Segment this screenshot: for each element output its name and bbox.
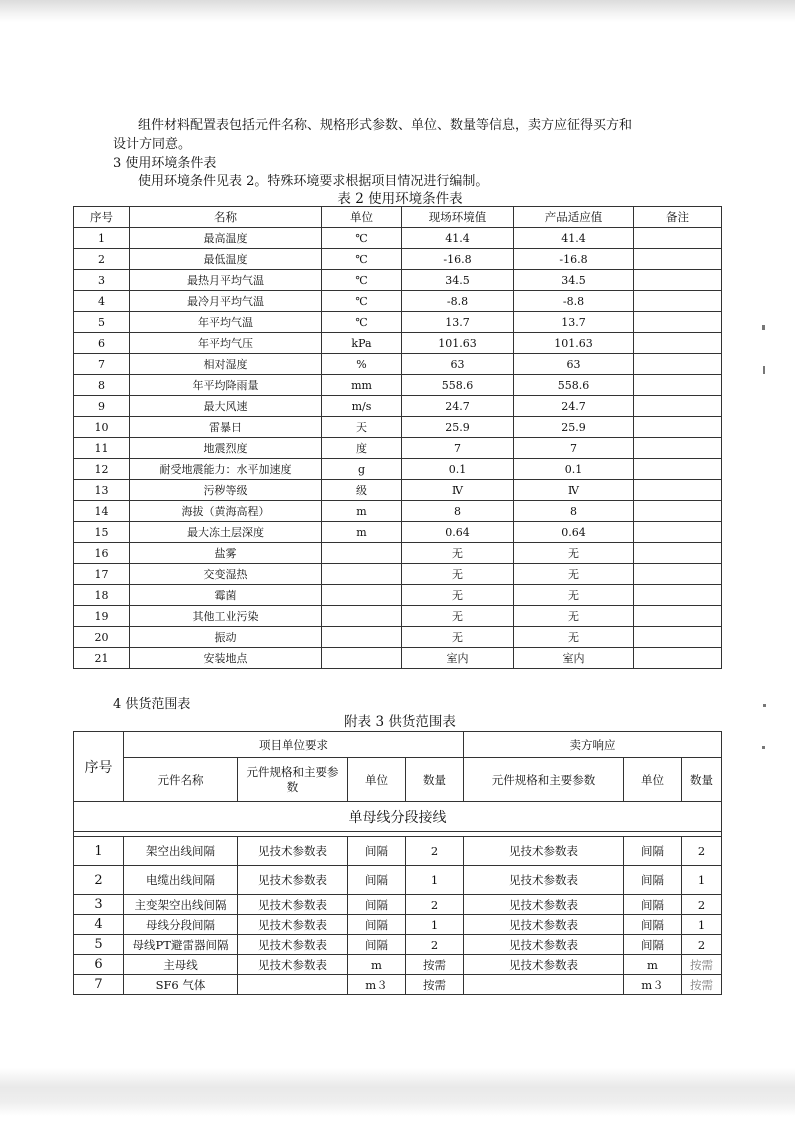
header-seller-response: 卖方响应 <box>464 732 722 758</box>
table-row <box>74 438 722 459</box>
cell-unit: m３ <box>348 975 406 995</box>
cell-seq: 10 <box>74 417 130 438</box>
section-title: 单母线分段接线 <box>74 802 722 832</box>
cell-remark <box>634 354 722 375</box>
cell-product-value: 41.4 <box>514 228 634 249</box>
header-product-value: 产品适应值 <box>514 207 634 228</box>
cell-unit: ℃ <box>322 249 402 270</box>
cell-seq: 4 <box>74 291 130 312</box>
cell-seller-spec-params: 见技术参数表 <box>464 895 624 915</box>
cell-name: 最冷月平均气温 <box>130 291 322 312</box>
table-2-caption: 表 2 使用环境条件表 <box>337 191 463 207</box>
cell-unit: m <box>322 501 402 522</box>
cell-spec-params: 见技术参数表 <box>238 935 348 955</box>
cell-unit <box>322 585 402 606</box>
cell-spec-params: 见技术参数表 <box>238 866 348 895</box>
cell-seller-quantity: 2 <box>682 837 722 866</box>
cell-remark <box>634 459 722 480</box>
cell-name: 振动 <box>130 627 322 648</box>
cell-seq: 12 <box>74 459 130 480</box>
cell-component-name: 主母线 <box>124 955 238 975</box>
cell-site-value: 41.4 <box>402 228 514 249</box>
cell-name: 其他工业污染 <box>130 606 322 627</box>
cell-remark <box>634 291 722 312</box>
cell-unit: kPa <box>322 333 402 354</box>
cell-name: 最热月平均气温 <box>130 270 322 291</box>
cell-seq: 20 <box>74 627 130 648</box>
table-row <box>74 228 722 249</box>
cell-unit: g <box>322 459 402 480</box>
table-row <box>74 935 722 955</box>
cell-component-name: 母线分段间隔 <box>124 915 238 935</box>
table-row <box>74 648 722 669</box>
cell-remark <box>634 417 722 438</box>
environment-conditions-table <box>73 206 722 669</box>
header-remark: 备注 <box>634 207 722 228</box>
cell-name: 耐受地震能力：水平加速度 <box>130 459 322 480</box>
cell-product-value: 无 <box>514 606 634 627</box>
table-row <box>74 459 722 480</box>
table-row <box>74 955 722 975</box>
cell-seq: 9 <box>74 396 130 417</box>
cell-seller-unit: 间隔 <box>624 837 682 866</box>
cell-unit: 度 <box>322 438 402 459</box>
cell-product-value: 34.5 <box>514 270 634 291</box>
cell-seq: 21 <box>74 648 130 669</box>
cell-spec-params: 见技术参数表 <box>238 837 348 866</box>
table-row <box>74 417 722 438</box>
cell-seq: 17 <box>74 564 130 585</box>
cell-remark <box>634 627 722 648</box>
table-row <box>74 585 722 606</box>
cell-unit: m <box>348 955 406 975</box>
cell-unit: 间隔 <box>348 895 406 915</box>
cell-seller-quantity: 1 <box>682 915 722 935</box>
cell-quantity: 1 <box>406 866 464 895</box>
table-row <box>74 564 722 585</box>
scan-speck <box>762 746 765 749</box>
cell-seller-quantity: 按需 <box>682 955 722 975</box>
table-row <box>74 543 722 564</box>
cell-seller-unit: 间隔 <box>624 935 682 955</box>
section-4-heading: 4 供货范围表 <box>113 697 191 712</box>
scan-speck <box>763 366 765 374</box>
cell-remark <box>634 375 722 396</box>
cell-seq: 7 <box>74 975 124 995</box>
cell-spec-params: 见技术参数表 <box>238 895 348 915</box>
cell-name: 交变湿热 <box>130 564 322 585</box>
table-row <box>74 606 722 627</box>
cell-spec-params: 见技术参数表 <box>238 915 348 935</box>
section-3-heading: 3 使用环境条件表 <box>113 156 217 171</box>
header-site-value: 现场环境值 <box>402 207 514 228</box>
cell-name: 霉菌 <box>130 585 322 606</box>
cell-seq: 6 <box>74 955 124 975</box>
cell-product-value: 室内 <box>514 648 634 669</box>
cell-site-value: -16.8 <box>402 249 514 270</box>
scan-bottom-shadow <box>0 1068 795 1116</box>
cell-quantity: 按需 <box>406 975 464 995</box>
cell-name: 相对湿度 <box>130 354 322 375</box>
cell-site-value: Ⅳ <box>402 480 514 501</box>
cell-unit <box>322 606 402 627</box>
cell-seq: 1 <box>74 837 124 866</box>
cell-seq: 8 <box>74 375 130 396</box>
cell-seller-spec-params <box>464 975 624 995</box>
supply-scope-table <box>73 731 722 995</box>
cell-seq: 5 <box>74 935 124 955</box>
cell-product-value: 101.63 <box>514 333 634 354</box>
cell-product-value: 558.6 <box>514 375 634 396</box>
cell-unit <box>322 564 402 585</box>
table-group-header-row <box>74 732 722 758</box>
table-row <box>74 522 722 543</box>
cell-name: 年平均气温 <box>130 312 322 333</box>
scan-speck <box>763 704 766 707</box>
cell-unit: mm <box>322 375 402 396</box>
header-seq: 序号 <box>74 207 130 228</box>
cell-unit: 间隔 <box>348 935 406 955</box>
cell-seller-unit: 间隔 <box>624 915 682 935</box>
cell-unit: m/s <box>322 396 402 417</box>
cell-seq: 15 <box>74 522 130 543</box>
cell-seq: 11 <box>74 438 130 459</box>
cell-product-value: -16.8 <box>514 249 634 270</box>
cell-site-value: 无 <box>402 543 514 564</box>
header-seller-spec-params: 元件规格和主要参数 <box>464 758 624 802</box>
cell-site-value: 室内 <box>402 648 514 669</box>
header-spec-params: 元件规格和主要参数 <box>238 758 348 802</box>
cell-unit <box>322 648 402 669</box>
table-row <box>74 915 722 935</box>
cell-remark <box>634 501 722 522</box>
cell-site-value: 24.7 <box>402 396 514 417</box>
cell-unit <box>322 543 402 564</box>
cell-quantity: 2 <box>406 895 464 915</box>
cell-site-value: 13.7 <box>402 312 514 333</box>
header-seller-unit: 单位 <box>624 758 682 802</box>
header-component-name: 元件名称 <box>124 758 238 802</box>
cell-remark <box>634 564 722 585</box>
cell-seq: 2 <box>74 249 130 270</box>
cell-seq: 6 <box>74 333 130 354</box>
cell-name: 年平均降雨量 <box>130 375 322 396</box>
table-row <box>74 627 722 648</box>
cell-unit <box>322 627 402 648</box>
cell-unit: 间隔 <box>348 915 406 935</box>
cell-product-value: 无 <box>514 627 634 648</box>
cell-site-value: 101.63 <box>402 333 514 354</box>
cell-product-value: 13.7 <box>514 312 634 333</box>
cell-seq: 13 <box>74 480 130 501</box>
cell-quantity: 按需 <box>406 955 464 975</box>
cell-spec-params: 见技术参数表 <box>238 955 348 975</box>
header-project-requirements: 项目单位要求 <box>124 732 464 758</box>
cell-product-value: -8.8 <box>514 291 634 312</box>
cell-seller-unit: 间隔 <box>624 866 682 895</box>
cell-name: 海拔（黄海高程） <box>130 501 322 522</box>
intro-line-2: 设计方同意。 <box>113 137 192 152</box>
cell-seller-spec-params: 见技术参数表 <box>464 935 624 955</box>
table-row <box>74 333 722 354</box>
table-row <box>74 866 722 895</box>
cell-unit: ℃ <box>322 270 402 291</box>
cell-product-value: 24.7 <box>514 396 634 417</box>
cell-site-value: 无 <box>402 627 514 648</box>
cell-site-value: -8.8 <box>402 291 514 312</box>
cell-seq: 4 <box>74 915 124 935</box>
table-row <box>74 975 722 995</box>
cell-product-value: 无 <box>514 564 634 585</box>
table-row <box>74 837 722 866</box>
scan-speck <box>762 325 765 330</box>
cell-product-value: 63 <box>514 354 634 375</box>
cell-product-value: 25.9 <box>514 417 634 438</box>
cell-name: 盐雾 <box>130 543 322 564</box>
cell-remark <box>634 522 722 543</box>
cell-quantity: 2 <box>406 935 464 955</box>
cell-site-value: 34.5 <box>402 270 514 291</box>
cell-product-value: 无 <box>514 585 634 606</box>
cell-name: 最低温度 <box>130 249 322 270</box>
cell-site-value: 0.1 <box>402 459 514 480</box>
cell-seq: 19 <box>74 606 130 627</box>
cell-seq: 3 <box>74 270 130 291</box>
cell-seq: 1 <box>74 228 130 249</box>
cell-component-name: SF6 气体 <box>124 975 238 995</box>
cell-remark <box>634 480 722 501</box>
cell-site-value: 无 <box>402 585 514 606</box>
cell-site-value: 7 <box>402 438 514 459</box>
cell-name: 安装地点 <box>130 648 322 669</box>
cell-product-value: 无 <box>514 543 634 564</box>
table-row <box>74 895 722 915</box>
cell-unit: 间隔 <box>348 866 406 895</box>
table-row <box>74 375 722 396</box>
table-row <box>74 270 722 291</box>
cell-quantity: 1 <box>406 915 464 935</box>
cell-seller-unit: 间隔 <box>624 895 682 915</box>
cell-component-name: 主变架空出线间隔 <box>124 895 238 915</box>
cell-site-value: 8 <box>402 501 514 522</box>
table-row <box>74 291 722 312</box>
cell-seller-spec-params: 见技术参数表 <box>464 866 624 895</box>
cell-unit: m <box>322 522 402 543</box>
cell-seller-unit: m <box>624 955 682 975</box>
cell-remark <box>634 585 722 606</box>
cell-product-value: 8 <box>514 501 634 522</box>
cell-unit: 间隔 <box>348 837 406 866</box>
cell-unit: % <box>322 354 402 375</box>
table-header-row <box>74 207 722 228</box>
table-row <box>74 312 722 333</box>
cell-unit: ℃ <box>322 312 402 333</box>
section-title-row <box>74 802 722 832</box>
table-header-row <box>74 758 722 802</box>
cell-component-name: 架空出线间隔 <box>124 837 238 866</box>
cell-site-value: 63 <box>402 354 514 375</box>
cell-quantity: 2 <box>406 837 464 866</box>
cell-unit: ℃ <box>322 291 402 312</box>
cell-seller-spec-params: 见技术参数表 <box>464 837 624 866</box>
cell-seller-quantity: 2 <box>682 935 722 955</box>
cell-name: 最大冻土层深度 <box>130 522 322 543</box>
table-3-caption: 附表 3 供货范围表 <box>344 714 456 730</box>
cell-name: 地震烈度 <box>130 438 322 459</box>
cell-unit: ℃ <box>322 228 402 249</box>
header-name: 名称 <box>130 207 322 228</box>
cell-seq: 3 <box>74 895 124 915</box>
table-row <box>74 480 722 501</box>
cell-seller-unit: m３ <box>624 975 682 995</box>
cell-remark <box>634 396 722 417</box>
cell-remark <box>634 648 722 669</box>
cell-name: 最大风速 <box>130 396 322 417</box>
cell-component-name: 母线PT避雷器间隔 <box>124 935 238 955</box>
cell-site-value: 0.64 <box>402 522 514 543</box>
cell-seller-quantity: 2 <box>682 895 722 915</box>
cell-seq: 7 <box>74 354 130 375</box>
cell-site-value: 558.6 <box>402 375 514 396</box>
cell-product-value: 7 <box>514 438 634 459</box>
cell-remark <box>634 312 722 333</box>
cell-seq: 2 <box>74 866 124 895</box>
cell-remark <box>634 438 722 459</box>
cell-product-value: 0.64 <box>514 522 634 543</box>
cell-remark <box>634 249 722 270</box>
cell-seq: 14 <box>74 501 130 522</box>
cell-site-value: 无 <box>402 564 514 585</box>
cell-component-name: 电缆出线间隔 <box>124 866 238 895</box>
cell-remark <box>634 228 722 249</box>
header-unit: 单位 <box>322 207 402 228</box>
table-row <box>74 396 722 417</box>
table-row <box>74 249 722 270</box>
header-seq: 序号 <box>74 732 124 802</box>
cell-remark <box>634 543 722 564</box>
table-row <box>74 501 722 522</box>
header-seller-quantity: 数量 <box>682 758 722 802</box>
cell-name: 雷暴日 <box>130 417 322 438</box>
scan-top-shadow <box>0 0 795 22</box>
cell-spec-params <box>238 975 348 995</box>
intro-line-1: 组件材料配置表包括元件名称、规格形式参数、单位、数量等信息，卖方应征得买方和 <box>138 118 633 133</box>
cell-site-value: 25.9 <box>402 417 514 438</box>
header-unit: 单位 <box>348 758 406 802</box>
cell-seller-quantity: 1 <box>682 866 722 895</box>
cell-seller-spec-params: 见技术参数表 <box>464 915 624 935</box>
cell-unit: 天 <box>322 417 402 438</box>
cell-product-value: Ⅳ <box>514 480 634 501</box>
cell-seq: 18 <box>74 585 130 606</box>
header-quantity: 数量 <box>406 758 464 802</box>
cell-seq: 16 <box>74 543 130 564</box>
cell-remark <box>634 270 722 291</box>
cell-name: 污秽等级 <box>130 480 322 501</box>
cell-remark <box>634 333 722 354</box>
cell-name: 最高温度 <box>130 228 322 249</box>
cell-seq: 5 <box>74 312 130 333</box>
cell-name: 年平均气压 <box>130 333 322 354</box>
cell-remark <box>634 606 722 627</box>
section-3-text: 使用环境条件见表 2。特殊环境要求根据项目情况进行编制。 <box>138 174 489 189</box>
table-row <box>74 354 722 375</box>
cell-seller-spec-params: 见技术参数表 <box>464 955 624 975</box>
cell-site-value: 无 <box>402 606 514 627</box>
cell-seller-quantity: 按需 <box>682 975 722 995</box>
cell-product-value: 0.1 <box>514 459 634 480</box>
cell-unit: 级 <box>322 480 402 501</box>
